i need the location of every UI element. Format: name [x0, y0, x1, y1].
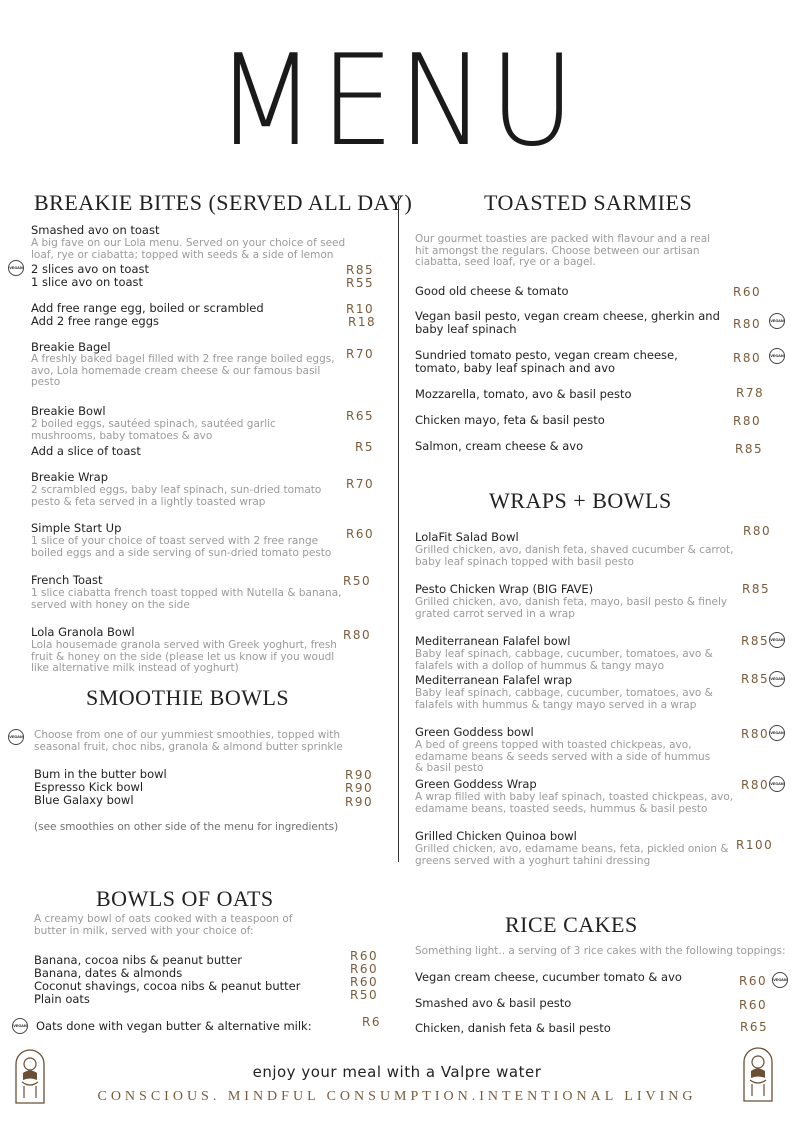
menu-title: MENU — [215, 27, 579, 174]
vegan-icon: VEGAN — [769, 671, 785, 687]
footer-tagline: enjoy your meal with a Valpre water — [252, 1063, 542, 1081]
rice-cake-item-3-price: R65 — [740, 1020, 769, 1034]
vegan-icon: VEGAN — [769, 348, 785, 364]
sarmies-heading: TOASTED SARMIES — [484, 190, 693, 215]
column-divider — [398, 196, 399, 862]
rice-cake-item-1: Vegan cream cheese, cucumber tomato & avo — [415, 970, 682, 984]
vegan-icon: VEGAN — [769, 776, 785, 792]
vegan-icon: VEGAN — [8, 729, 24, 745]
falafel-wrap-price: R85 — [741, 672, 770, 686]
egg-addon-2-price: R18 — [348, 315, 377, 329]
vegan-icon: VEGAN — [772, 972, 788, 988]
quinoa-bowl-desc: Grilled chicken, avo, edamame beans, feta, pickled onion & greens served with a yoghurt tahini dressing — [415, 843, 729, 867]
oats-heading: BOWLS OF OATS — [96, 886, 274, 911]
oats-item-3-price: R60 — [350, 975, 379, 989]
egg-addon-1-price: R10 — [346, 302, 375, 316]
smoothie-item-2-price: R90 — [345, 781, 374, 795]
rice-cakes-desc: Something light.. a serving of 3 rice cakes with the following toppings: — [415, 945, 786, 957]
breakie-wrap-title: Breakie Wrap — [31, 470, 109, 484]
green-goddess-wrap-price: R80 — [741, 778, 770, 792]
french-toast-title: French Toast — [31, 573, 103, 587]
breakie-wrap-price: R70 — [346, 477, 375, 491]
toast-addon-price: R5 — [355, 440, 374, 454]
sarmie-item-4-price: R78 — [736, 386, 765, 400]
simple-start-title: Simple Start Up — [31, 521, 122, 535]
bagel-price: R70 — [346, 347, 375, 361]
sarmies-desc: Our gourmet toasties are packed with flavour and a real hit amongst the regulars. Choose between our artisan ciabatta, seed loaf, rye or a bagel. — [415, 233, 711, 268]
french-toast-price: R50 — [343, 574, 372, 588]
green-goddess-wrap-title: Green Goddess Wrap — [415, 777, 537, 791]
smoothie-item-2: Espresso Kick bowl — [34, 780, 144, 794]
sarmie-item-4: Mozzarella, tomato, avo & basil pesto — [415, 387, 632, 401]
oats-vegan-option-price: R6 — [362, 1015, 381, 1029]
smashed-title: Smashed avo on toast — [31, 223, 160, 237]
sarmie-item-5-price: R80 — [733, 414, 762, 428]
falafel-bowl-desc: Baby leaf spinach, cabbage, cucumber, tomatoes, avo & falafels with a dollop of hummus & tangy mayo — [415, 648, 713, 672]
oats-item-4: Plain oats — [34, 992, 90, 1006]
falafel-wrap-desc: Baby leaf spinach, cabbage, cucumber, tomatoes, avo & falafels with hummus & tangy mayo served in a wrap — [415, 687, 713, 711]
oats-vegan-option: Oats done with vegan butter & alternative milk: — [36, 1019, 312, 1033]
oats-item-4-price: R50 — [350, 988, 379, 1002]
bagel-title: Breakie Bagel — [31, 340, 111, 354]
smoothie-desc: Choose from one of our yummiest smoothies, topped with seasonal fruit, choc nibs, granola & almond butter sprinkle — [34, 729, 343, 753]
sarmie-item-3: Sundried tomato pesto, vegan cream cheese, tomato, baby leaf spinach and avo — [415, 348, 678, 375]
lola-logo-icon — [13, 1046, 47, 1104]
sarmie-item-2: Vegan basil pesto, vegan cream cheese, gherkin and baby leaf spinach — [415, 309, 720, 336]
rice-cake-item-2: Smashed avo & basil pesto — [415, 996, 572, 1010]
simple-start-desc: 1 slice of your choice of toast served with 2 free range boiled eggs and a side serving of sun-dried tomato pesto — [31, 535, 332, 559]
smashed-desc: A big fave on our Lola menu. Served on your choice of seed loaf, rye or ciabatta; topped with seeds & a side of lemon — [31, 237, 346, 261]
oats-item-1: Banana, cocoa nibs & peanut butter — [34, 953, 242, 967]
breakie-bowl-title: Breakie Bowl — [31, 404, 106, 418]
breakie-heading: BREAKIE BITES (SERVED ALL DAY) — [34, 190, 413, 215]
oats-item-2-price: R60 — [350, 962, 379, 976]
oats-item-3: Coconut shavings, cocoa nibs & peanut butter — [34, 979, 301, 993]
pesto-wrap-desc: Grilled chicken, avo, danish feta, mayo, basil pesto & finely grated carrot served in a wrap — [415, 596, 728, 620]
green-goddess-bowl-desc: A bed of greens topped with toasted chickpeas, avo, edamame beans & seeds served with a side of hummus & basil pesto — [415, 739, 711, 774]
salad-bowl-desc: Grilled chicken, avo, danish feta, shaved cucumber & carrot, baby leaf spinach topped with basil pesto — [415, 544, 734, 568]
sarmie-item-6-price: R85 — [735, 442, 764, 456]
granola-price: R80 — [343, 628, 372, 642]
vegan-icon: VEGAN — [769, 725, 785, 741]
oats-item-1-price: R60 — [350, 949, 379, 963]
quinoa-bowl-title: Grilled Chicken Quinoa bowl — [415, 829, 577, 843]
breakie-bowl-price: R65 — [346, 409, 375, 423]
granola-desc: Lola housemade granola served with Greek yoghurt, fresh fruit & honey on the side (please let us know if you woudl like alternative milk instead of yoghurt) — [31, 639, 337, 674]
smashed-option-2-price: R55 — [346, 276, 375, 290]
oats-desc: A creamy bowl of oats cooked with a teaspoon of butter in milk, served with your choice of: — [34, 913, 293, 937]
smashed-option-1: 2 slices avo on toast — [31, 262, 150, 276]
falafel-wrap-title: Mediterranean Falafel wrap — [415, 673, 573, 687]
vegan-icon: VEGAN — [769, 313, 785, 329]
lola-logo-icon — [741, 1044, 775, 1102]
green-goddess-bowl-price: R80 — [741, 727, 770, 741]
egg-addon-2: Add 2 free range eggs — [31, 314, 159, 328]
rice-cake-item-2-price: R60 — [739, 998, 768, 1012]
simple-start-price: R60 — [346, 527, 375, 541]
smashed-option-2: 1 slice avo on toast — [31, 275, 144, 289]
egg-addon-1: Add free range egg, boiled or scrambled — [31, 301, 264, 315]
pesto-wrap-title: Pesto Chicken Wrap (BIG FAVE) — [415, 582, 594, 596]
sarmie-item-3-price: R80 — [733, 351, 762, 365]
smoothie-item-1: Bum in the butter bowl — [34, 767, 167, 781]
quinoa-bowl-price: R100 — [736, 838, 774, 852]
rice-cakes-heading: RICE CAKES — [505, 912, 638, 937]
wraps-heading: WRAPS + BOWLS — [489, 488, 672, 513]
falafel-bowl-title: Mediterranean Falafel bowl — [415, 634, 571, 648]
rice-cake-item-1-price: R60 — [739, 974, 768, 988]
green-goddess-wrap-desc: A wrap filled with baby leaf spinach, toasted chickpeas, avo, edamame beans, toasted seeds, hummus & basil pesto — [415, 791, 734, 815]
bagel-desc: A freshly baked bagel filled with 2 free range boiled eggs, avo, Lola homemade cream cheese & our famous basil pesto — [31, 353, 335, 388]
salad-bowl-title: LolaFit Salad Bowl — [415, 530, 519, 544]
smoothie-item-3-price: R90 — [345, 795, 374, 809]
sarmie-item-6: Salmon, cream cheese & avo — [415, 439, 584, 453]
vegan-icon: VEGAN — [8, 260, 24, 276]
toast-addon: Add a slice of toast — [31, 444, 141, 458]
green-goddess-bowl-title: Green Goddess bowl — [415, 725, 534, 739]
smoothie-heading: SMOOTHIE BOWLS — [86, 685, 290, 710]
footer-slogan: CONSCIOUS. MINDFUL CONSUMPTION.INTENTIONAL LIVING — [97, 1089, 697, 1104]
breakie-wrap-desc: 2 scrambled eggs, baby leaf spinach, sun-dried tomato pesto & feta served in a lightly toasted wrap — [31, 484, 322, 508]
falafel-bowl-price: R85 — [741, 634, 770, 648]
granola-title: Lola Granola Bowl — [31, 625, 135, 639]
smoothie-note: (see smoothies on other side of the menu for ingredients) — [34, 821, 339, 833]
sarmie-item-1: Good old cheese & tomato — [415, 284, 569, 298]
breakie-bowl-desc: 2 boiled eggs, sautéed spinach, sautéed garlic mushrooms, baby tomatoes & avo — [31, 418, 276, 442]
pesto-wrap-price: R85 — [742, 582, 771, 596]
salad-bowl-price: R80 — [743, 524, 772, 538]
sarmie-item-1-price: R60 — [733, 285, 762, 299]
vegan-icon: VEGAN — [12, 1018, 28, 1034]
vegan-icon: VEGAN — [769, 632, 785, 648]
smoothie-item-1-price: R90 — [345, 768, 374, 782]
oats-item-2: Banana, dates & almonds — [34, 966, 183, 980]
sarmie-item-5: Chicken mayo, feta & basil pesto — [415, 413, 605, 427]
smashed-option-1-price: R85 — [346, 263, 375, 277]
sarmie-item-2-price: R80 — [733, 317, 762, 331]
french-toast-desc: 1 slice ciabatta french toast topped with Nutella & banana, served with honey on the side — [31, 587, 342, 611]
smoothie-item-3: Blue Galaxy bowl — [34, 793, 134, 807]
rice-cake-item-3: Chicken, danish feta & basil pesto — [415, 1021, 611, 1035]
